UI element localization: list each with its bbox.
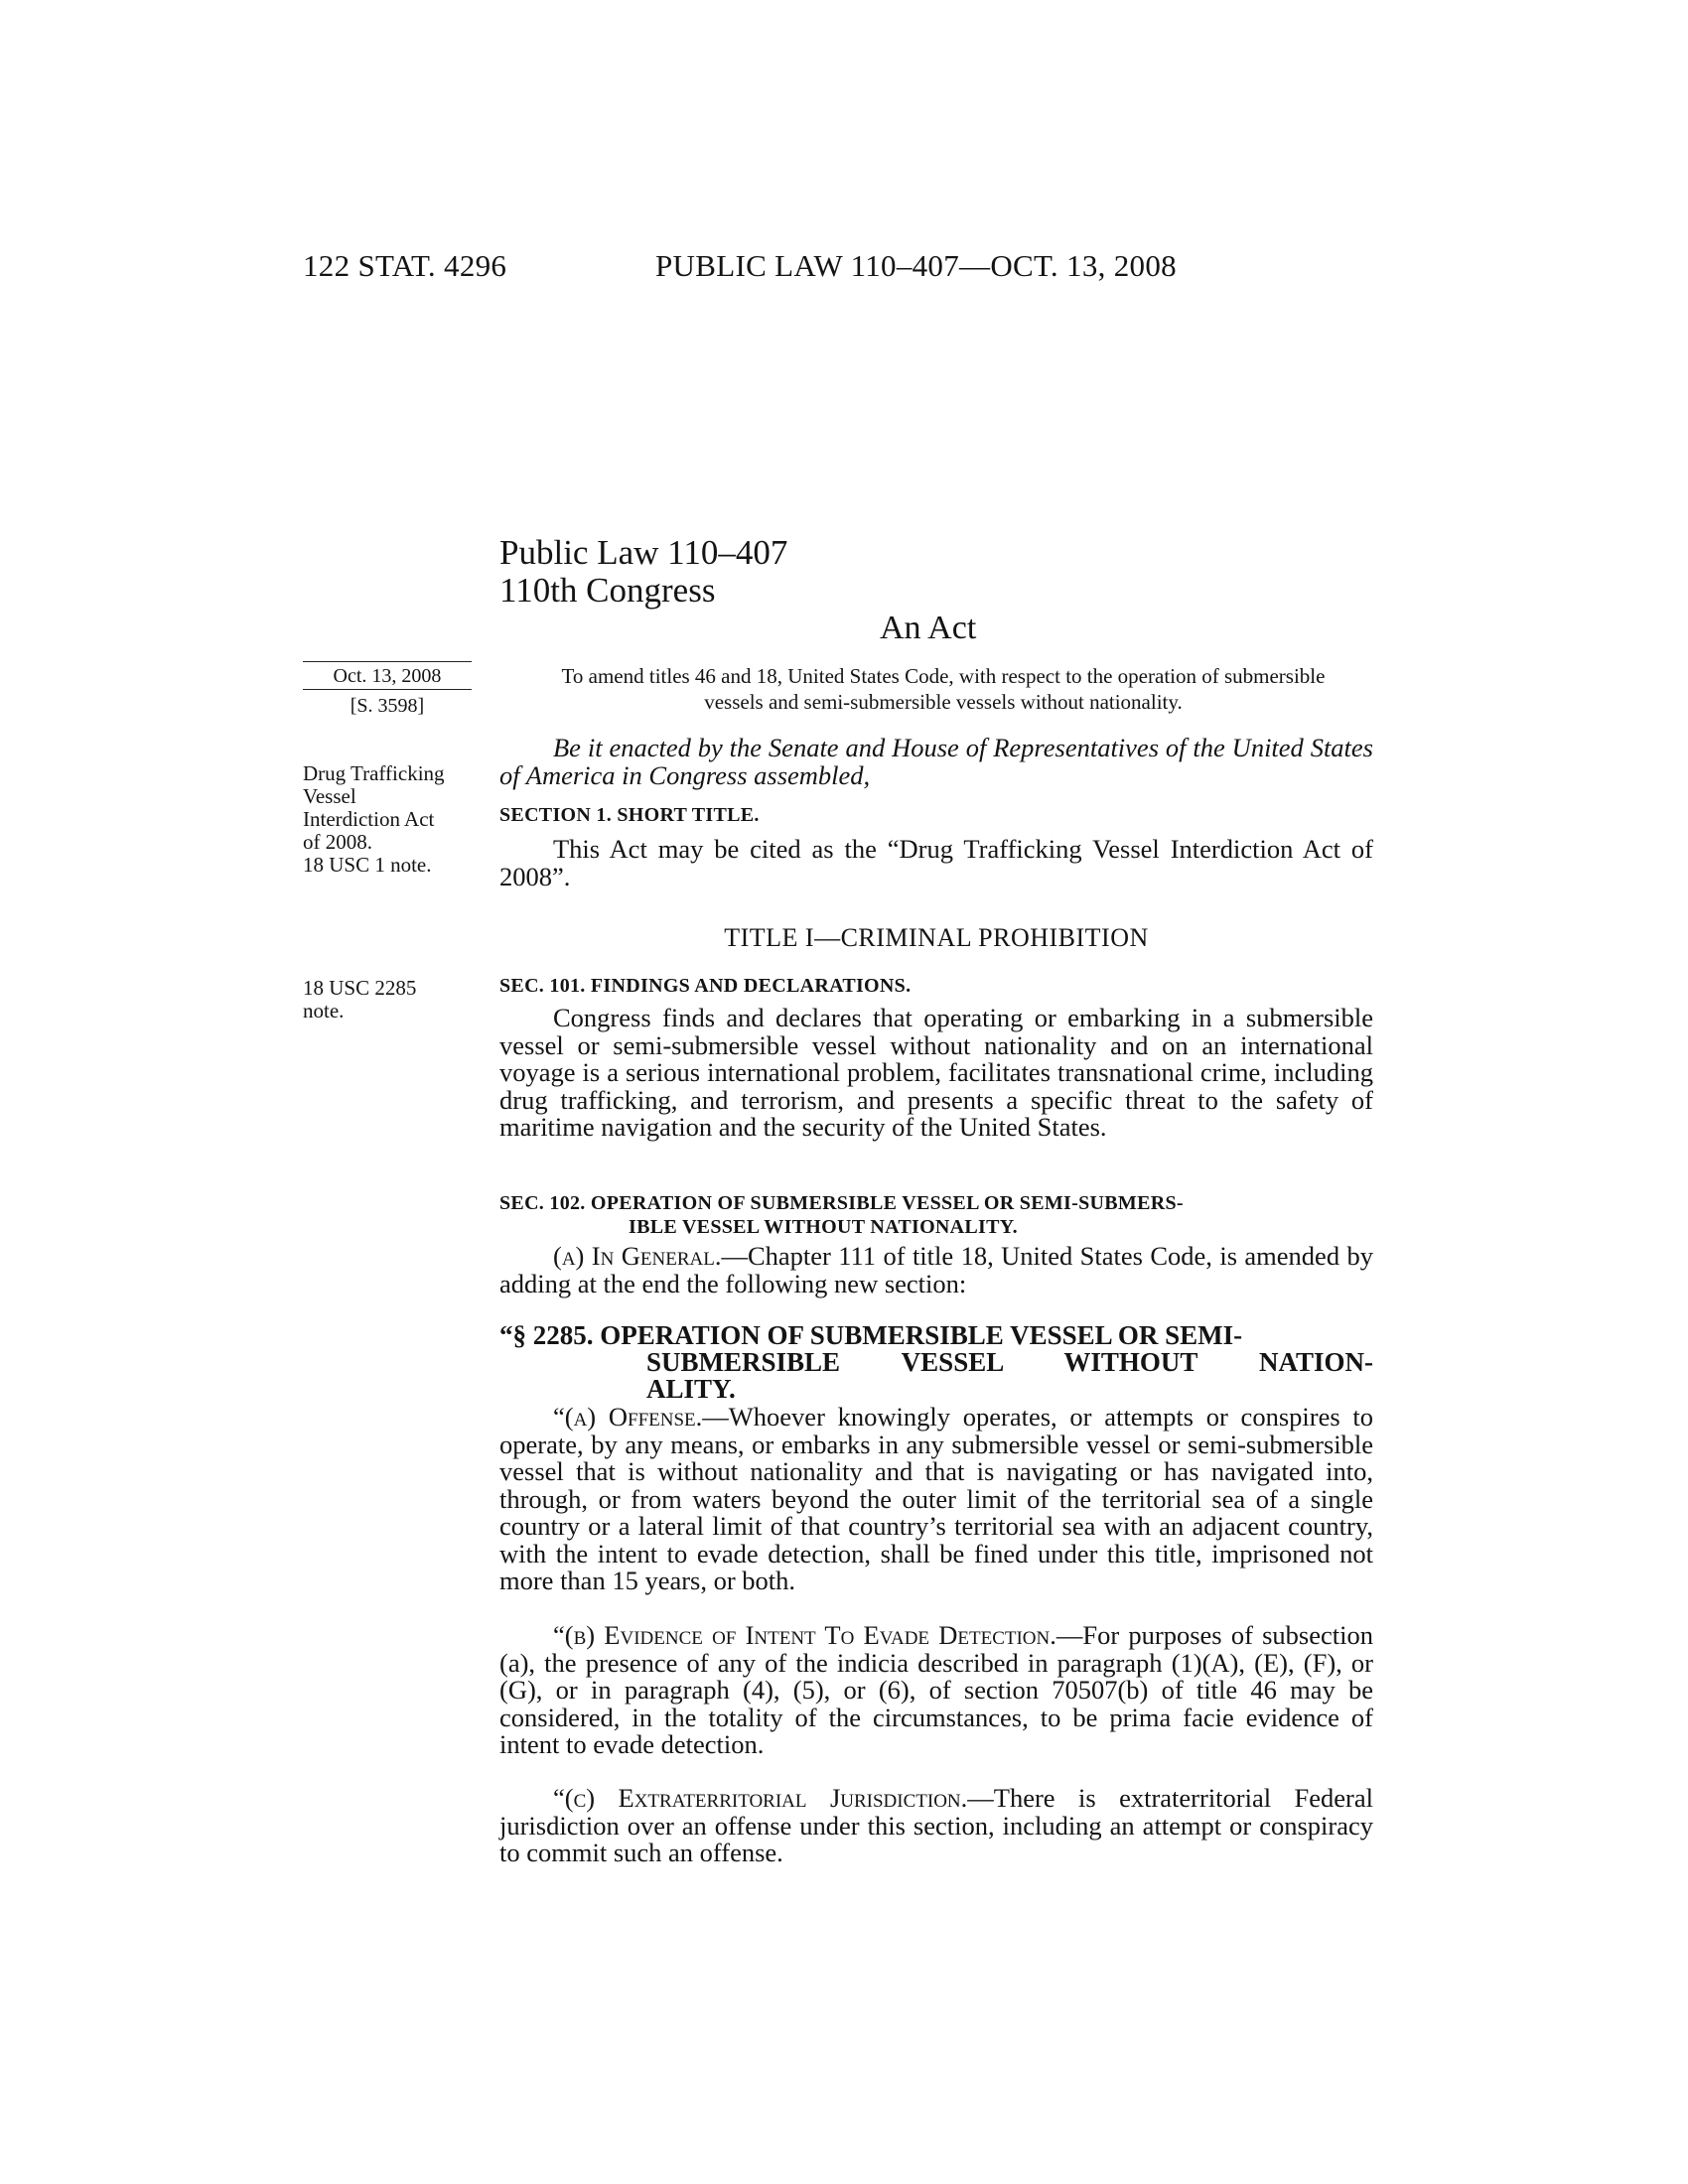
enacting-clause: Be it enacted by the Senate and House of Representatives of the United States of America in Congress assembled,	[499, 733, 1373, 790]
jurisdiction-text: —There is extraterritorial Federal jurisdiction over an offense under this section, including an attempt or conspiracy to commit such an offense.	[499, 1783, 1373, 1867]
margin-note-line: 18 USC 1 note.	[303, 853, 432, 877]
congress-number: 110th Congress	[499, 571, 716, 610]
section-102-heading-line1: SEC. 102. OPERATION OF SUBMERSIBLE VESSEL OR SEMI-SUBMERS-	[499, 1192, 1184, 1214]
margin-note-line: 18 USC 2285	[303, 976, 417, 1000]
evidence-text: —For purposes of subsection (a), the presence of any of the indicia described in paragraph (1)(A), (E), (F), or (G), or in paragraph (4), (5), or (6), of section 70507(b) of title 46 may be considered, in the totality of the circumstances, to be prima facie evidence of intent to evade detection.	[499, 1620, 1373, 1759]
margin-note-line: of 2008.	[303, 830, 372, 854]
margin-rule-middle	[303, 689, 472, 690]
section-1-text: This Act may be cited as the “Drug Trafficking Vessel Interdiction Act of 2008”.	[499, 834, 1373, 891]
running-head: PUBLIC LAW 110–407—OCT. 13, 2008	[655, 248, 1177, 283]
section-2285-heading-line3: ALITY.	[646, 1374, 736, 1404]
margin-note-line: note.	[303, 999, 345, 1023]
page-citation: 122 STAT. 4296	[303, 248, 507, 283]
section-2285-heading-line2: SUBMERSIBLE VESSEL WITHOUT NATION-	[646, 1347, 1373, 1377]
section-2285-heading	[499, 1322, 1373, 1403]
section-2285-subsection-b	[499, 1622, 1373, 1759]
margin-note-short-title	[303, 762, 482, 877]
section-1-heading: SECTION 1. SHORT TITLE.	[499, 804, 760, 826]
purpose-statement: To amend titles 46 and 18, United States Code, with respect to the operation of submersible vessels and semi-submersible vessels without nationality.	[561, 664, 1326, 714]
margin-note-line: Vessel	[303, 784, 356, 808]
subsection-a-label: (a) In General.	[553, 1241, 722, 1271]
section-2285-heading-line1: “§ 2285. OPERATION OF SUBMERSIBLE VESSEL OR SEMI-	[499, 1320, 1243, 1350]
an-act-heading: An Act	[880, 610, 977, 646]
jurisdiction-label: “(c) Extraterritorial Jurisdiction.	[553, 1783, 968, 1813]
margin-bill-number: [S. 3598]	[350, 695, 425, 717]
section-102-heading-line2: IBLE VESSEL WITHOUT NATIONALITY.	[629, 1216, 1018, 1238]
section-101-text: Congress finds and declares that operating or embarking in a submersible vessel or semi-submersible vessel without nationality and on an international voyage is a serious international problem, facilitates transnational crime, including drug trafficking, and terrorism, and presents a specific threat to the safety of maritime navigation and the security of the United States.	[499, 1003, 1373, 1142]
section-2285-subsection-c	[499, 1785, 1373, 1867]
section-2285-subsection-a	[499, 1404, 1373, 1595]
title-i-heading: TITLE I—CRIMINAL PROHIBITION	[724, 923, 1149, 952]
evidence-label: “(b) Evidence of Intent To Evade Detection.	[553, 1620, 1056, 1650]
public-law-number: Public Law 110–407	[499, 533, 788, 572]
offense-label: “(a) Offense.	[553, 1402, 703, 1432]
margin-date: Oct. 13, 2008	[333, 665, 442, 687]
section-102-subsection-a	[499, 1243, 1373, 1297]
subsection-a-text: —Chapter 111 of title 18, United States Code, is amended by adding at the end the following new section:	[499, 1241, 1373, 1298]
margin-rule-top	[303, 661, 472, 662]
margin-note-line: Interdiction Act	[303, 807, 435, 831]
section-101-heading: SEC. 101. FINDINGS AND DECLARATIONS.	[499, 975, 912, 997]
margin-note-sec-101	[303, 977, 482, 1023]
margin-note-line: Drug Trafficking	[303, 761, 445, 785]
section-102-heading	[499, 1191, 1373, 1239]
offense-text: —Whoever knowingly operates, or attempts or conspires to operate, by any means, or embarks in any submersible vessel or semi-submersible vessel that is without nationality and that is navigating or has navigated into, through, or from waters beyond the outer limit of the territorial sea of a single country or a lateral limit of that country’s territorial sea with an adjacent country, with the intent to evade detection, shall be fined under this title, imprisoned not more than 15 years, or both.	[499, 1402, 1373, 1595]
